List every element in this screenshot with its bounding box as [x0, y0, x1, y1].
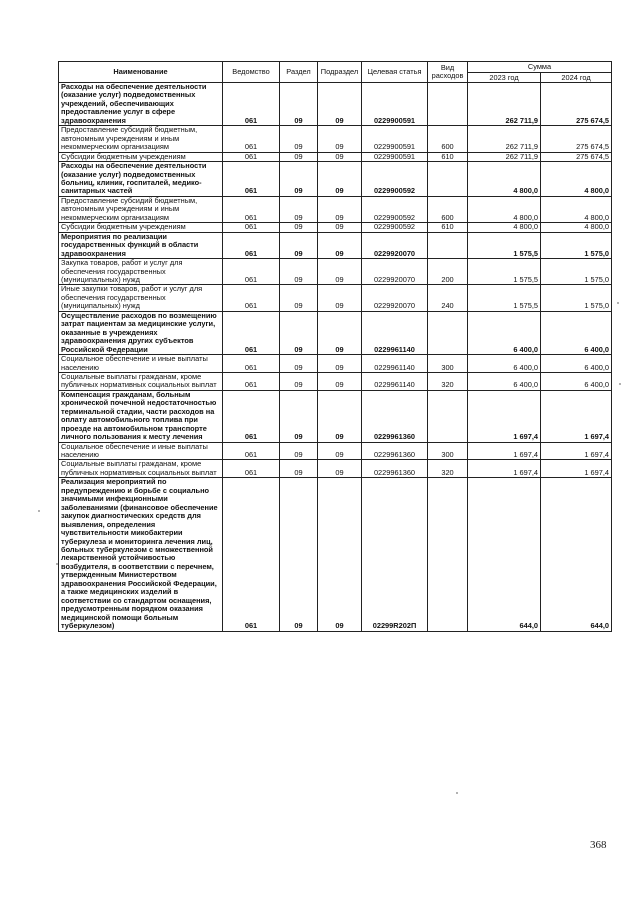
row-dept: 061	[223, 442, 280, 460]
row-amount-2024: 1 575,0	[541, 259, 612, 285]
row-amount-2023: 1 697,4	[468, 390, 541, 442]
row-amount-2023: 4 800,0	[468, 223, 541, 232]
row-amount-2023: 1 697,4	[468, 442, 541, 460]
row-amount-2024: 275 674,5	[541, 126, 612, 152]
row-amount-2023: 262 711,9	[468, 126, 541, 152]
table-row	[59, 460, 612, 478]
header-expense-type: Вид расходов	[428, 62, 468, 83]
row-name: Субсидии бюджетным учреждениям	[59, 223, 223, 232]
row-subsection: 09	[318, 460, 362, 478]
row-amount-2024: 4 800,0	[541, 196, 612, 222]
row-target: 0229961140	[362, 372, 428, 390]
row-subsection: 09	[318, 162, 362, 197]
row-subsection: 09	[318, 311, 362, 354]
row-subsection: 09	[318, 355, 362, 373]
row-target: 0229961360	[362, 460, 428, 478]
row-subsection: 09	[318, 232, 362, 258]
row-dept: 061	[223, 223, 280, 232]
row-subsection: 09	[318, 442, 362, 460]
row-name: Закупка товаров, работ и услуг для обеспечения государственных (муниципальных) нужд	[59, 259, 223, 285]
table-row	[59, 196, 612, 222]
row-expense-type: 300	[428, 355, 468, 373]
header-subsection: Подраздел	[318, 62, 362, 83]
row-section: 09	[280, 372, 318, 390]
row-expense-type	[428, 478, 468, 631]
row-target: 0229961140	[362, 355, 428, 373]
table-row	[59, 311, 612, 354]
row-amount-2024: 6 400,0	[541, 311, 612, 354]
row-amount-2023: 4 800,0	[468, 162, 541, 197]
row-target: 0229900591	[362, 83, 428, 126]
row-name: Субсидии бюджетным учреждениям	[59, 152, 223, 161]
row-dept: 061	[223, 162, 280, 197]
row-expense-type: 240	[428, 285, 468, 311]
row-dept: 061	[223, 83, 280, 126]
row-subsection: 09	[318, 223, 362, 232]
row-dept: 061	[223, 390, 280, 442]
row-name: Расходы на обеспечение деятельности (оказание услуг) подведомственных учреждений, обеспечивающих предоставление услуг в сфере здравоохранения	[59, 83, 223, 126]
row-amount-2024: 6 400,0	[541, 355, 612, 373]
row-expense-type: 200	[428, 259, 468, 285]
row-subsection: 09	[318, 152, 362, 161]
row-target: 0229920070	[362, 285, 428, 311]
row-name: Осуществление расходов по возмещению затрат пациентам за медицинские услуги, оказанные в учреждениях здравоохранения других субъектов Российской Федерации	[59, 311, 223, 354]
row-expense-type: 610	[428, 152, 468, 161]
header-dept: Ведомство	[223, 62, 280, 83]
budget-table	[58, 61, 612, 632]
row-subsection: 09	[318, 372, 362, 390]
scan-speck	[619, 383, 621, 385]
row-name: Социальные выплаты гражданам, кроме публичных нормативных социальных выплат	[59, 372, 223, 390]
row-dept: 061	[223, 478, 280, 631]
row-target: 0229900592	[362, 162, 428, 197]
header-year-2024: 2024 год	[541, 73, 612, 83]
row-name: Социальные выплаты гражданам, кроме публичных нормативных социальных выплат	[59, 460, 223, 478]
row-amount-2023: 1 697,4	[468, 460, 541, 478]
row-section: 09	[280, 152, 318, 161]
row-expense-type	[428, 83, 468, 126]
row-name: Реализация мероприятий по предупреждению и борьбе с социально значимыми инфекционными заболеваниями (финансовое обеспечение закупок диагностических средств для выявления, определения чувствительности микобактерии туберкулеза и мониторинга лечения лиц, больных туберкулезом с множественной лекарственной устойчивостью возбудителя, в соответствии с перечнем, утвержденным Министерством здравоохранения Российской Федерации, а также медицинских изделий в соответствии со стандартом оснащения, предусмотренным порядком оказания медицинской помощи больным туберкулезом)	[59, 478, 223, 631]
row-name: Мероприятия по реализации государственных функций в области здравоохранения	[59, 232, 223, 258]
row-section: 09	[280, 259, 318, 285]
table-row	[59, 478, 612, 631]
row-expense-type: 600	[428, 126, 468, 152]
row-amount-2023: 6 400,0	[468, 372, 541, 390]
row-amount-2023: 4 800,0	[468, 196, 541, 222]
table-row	[59, 223, 612, 232]
row-expense-type: 600	[428, 196, 468, 222]
row-target: 0229920070	[362, 232, 428, 258]
header-sum: Сумма	[468, 62, 612, 73]
row-subsection: 09	[318, 478, 362, 631]
row-amount-2024: 1 575,0	[541, 285, 612, 311]
row-amount-2024: 275 674,5	[541, 83, 612, 126]
table-row	[59, 390, 612, 442]
row-section: 09	[280, 126, 318, 152]
row-amount-2023: 262 711,9	[468, 83, 541, 126]
row-subsection: 09	[318, 285, 362, 311]
row-section: 09	[280, 442, 318, 460]
row-dept: 061	[223, 372, 280, 390]
row-dept: 061	[223, 259, 280, 285]
row-subsection: 09	[318, 83, 362, 126]
row-section: 09	[280, 196, 318, 222]
row-dept: 061	[223, 285, 280, 311]
table-row	[59, 285, 612, 311]
row-dept: 061	[223, 152, 280, 161]
row-section: 09	[280, 162, 318, 197]
row-dept: 061	[223, 355, 280, 373]
table-row	[59, 442, 612, 460]
table-row	[59, 259, 612, 285]
scan-speck	[456, 792, 458, 794]
header-name: Наименование	[59, 62, 223, 83]
row-target: 0229900591	[362, 126, 428, 152]
row-expense-type: 610	[428, 223, 468, 232]
row-section: 09	[280, 285, 318, 311]
row-expense-type	[428, 311, 468, 354]
row-amount-2024: 1 697,4	[541, 390, 612, 442]
row-target: 02299R202П	[362, 478, 428, 631]
row-dept: 061	[223, 196, 280, 222]
row-amount-2024: 4 800,0	[541, 162, 612, 197]
row-amount-2024: 275 674,5	[541, 152, 612, 161]
row-target: 0229900592	[362, 223, 428, 232]
row-name: Социальное обеспечение и иные выплаты населению	[59, 355, 223, 373]
row-name: Предоставление субсидий бюджетным, автономным учреждениям и иным некоммерческим организациям	[59, 196, 223, 222]
row-name: Расходы на обеспечение деятельности (оказание услуг) подведомственных больниц, клиник, госпиталей, медико-санитарных частей	[59, 162, 223, 197]
row-target: 0229900591	[362, 152, 428, 161]
row-section: 09	[280, 83, 318, 126]
row-expense-type: 320	[428, 372, 468, 390]
row-expense-type: 320	[428, 460, 468, 478]
row-name: Иные закупки товаров, работ и услуг для обеспечения государственных (муниципальных) нужд	[59, 285, 223, 311]
row-target: 0229900592	[362, 196, 428, 222]
row-section: 09	[280, 355, 318, 373]
table-row	[59, 355, 612, 373]
row-target: 0229920070	[362, 259, 428, 285]
header-section: Раздел	[280, 62, 318, 83]
row-expense-type	[428, 232, 468, 258]
row-amount-2023: 1 575,5	[468, 232, 541, 258]
row-subsection: 09	[318, 126, 362, 152]
row-amount-2023: 262 711,9	[468, 152, 541, 161]
table-row	[59, 232, 612, 258]
header-target: Целевая статья	[362, 62, 428, 83]
row-dept: 061	[223, 311, 280, 354]
scan-speck	[56, 563, 58, 565]
row-amount-2023: 1 575,5	[468, 259, 541, 285]
row-dept: 061	[223, 126, 280, 152]
row-amount-2023: 6 400,0	[468, 355, 541, 373]
row-target: 0229961360	[362, 442, 428, 460]
page-number: 368	[590, 839, 607, 851]
row-target: 0229961360	[362, 390, 428, 442]
row-dept: 061	[223, 460, 280, 478]
row-name: Предоставление субсидий бюджетным, автономным учреждениям и иным некоммерческим организациям	[59, 126, 223, 152]
row-expense-type: 300	[428, 442, 468, 460]
row-amount-2023: 1 575,5	[468, 285, 541, 311]
row-section: 09	[280, 223, 318, 232]
row-dept: 061	[223, 232, 280, 258]
row-section: 09	[280, 232, 318, 258]
row-section: 09	[280, 478, 318, 631]
row-target: 0229961140	[362, 311, 428, 354]
row-amount-2024: 4 800,0	[541, 223, 612, 232]
row-name: Социальное обеспечение и иные выплаты населению	[59, 442, 223, 460]
row-expense-type	[428, 162, 468, 197]
table-row	[59, 126, 612, 152]
row-section: 09	[280, 390, 318, 442]
row-amount-2024: 1 697,4	[541, 442, 612, 460]
row-amount-2024: 6 400,0	[541, 372, 612, 390]
row-amount-2024: 644,0	[541, 478, 612, 631]
row-section: 09	[280, 311, 318, 354]
table-body	[59, 83, 612, 632]
row-amount-2024: 1 575,0	[541, 232, 612, 258]
row-name: Компенсация гражданам, больным хронической почечной недостаточностью терминальной стадии, части расходов на оплату автомобильного топлива при проезде на автомобильном транспорте личного пользования к месту лечения	[59, 390, 223, 442]
row-expense-type	[428, 390, 468, 442]
table-header	[59, 62, 612, 83]
header-year-2023: 2023 год	[468, 73, 541, 83]
row-amount-2023: 6 400,0	[468, 311, 541, 354]
table-row	[59, 83, 612, 126]
row-amount-2023: 644,0	[468, 478, 541, 631]
row-subsection: 09	[318, 390, 362, 442]
row-section: 09	[280, 460, 318, 478]
row-subsection: 09	[318, 259, 362, 285]
scan-speck	[617, 302, 619, 304]
row-amount-2024: 1 697,4	[541, 460, 612, 478]
table-row	[59, 372, 612, 390]
scan-speck	[38, 510, 40, 512]
row-subsection: 09	[318, 196, 362, 222]
table-row	[59, 162, 612, 197]
